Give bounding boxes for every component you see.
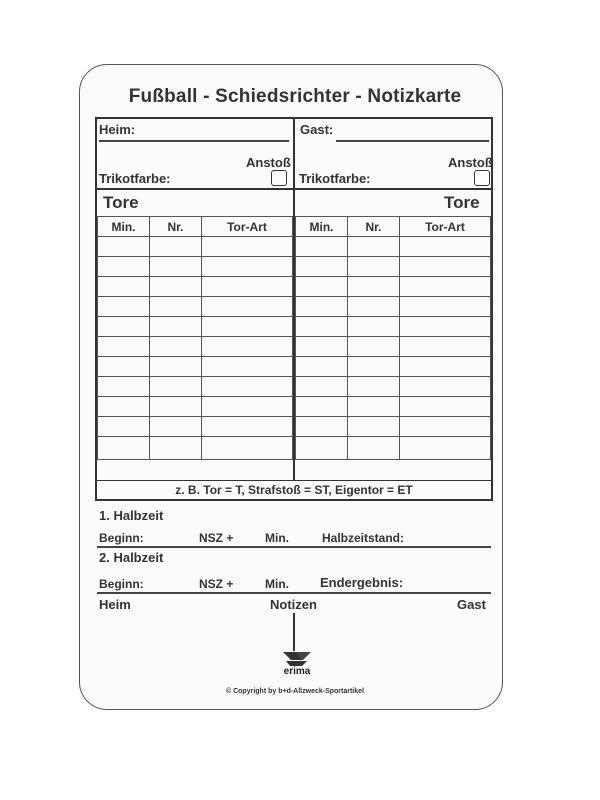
half2-min-label: Min. xyxy=(265,577,289,591)
half2-title: 2. Halbzeit xyxy=(99,550,164,565)
half1-nsz-label: NSZ + xyxy=(199,531,234,545)
notes-divider xyxy=(293,613,295,651)
col-nr: Nr. xyxy=(150,217,202,237)
table-row[interactable] xyxy=(296,377,491,397)
table-row[interactable] xyxy=(98,417,293,437)
half2-score-label: Endergebnis: xyxy=(320,575,404,590)
notes-guest-label: Gast xyxy=(457,597,486,612)
table-row[interactable] xyxy=(296,437,491,460)
table-row[interactable] xyxy=(296,337,491,357)
brand-name: erima xyxy=(283,666,311,677)
home-goals-table xyxy=(97,216,293,460)
table-row[interactable] xyxy=(98,377,293,397)
table-row[interactable] xyxy=(98,437,293,460)
guest-goals-title: Tore xyxy=(444,193,480,212)
table-row[interactable] xyxy=(296,357,491,377)
section-separator xyxy=(97,188,491,190)
table-row[interactable] xyxy=(296,397,491,417)
col-type: Tor-Art xyxy=(202,217,293,237)
guest-jersey-label: Trikotfarbe: xyxy=(299,171,371,186)
col-min: Min. xyxy=(98,217,150,237)
table-row[interactable] xyxy=(296,237,491,257)
table-row[interactable] xyxy=(98,277,293,297)
guest-kickoff-label: Anstoß xyxy=(448,155,493,170)
table-row[interactable] xyxy=(296,317,491,337)
half1-start-label: Beginn: xyxy=(99,531,144,545)
table-row[interactable] xyxy=(98,397,293,417)
guest-name-line[interactable] xyxy=(336,140,489,142)
col-nr: Nr. xyxy=(348,217,400,237)
copyright-text: © Copyright by b+d-Allzweck-Sportartikel xyxy=(226,688,364,695)
card-title: Fußball - Schiedsrichter - Notizkarte xyxy=(128,86,462,107)
table-row[interactable] xyxy=(296,277,491,297)
notes-title: Notizen xyxy=(270,597,317,612)
guest-goals-table xyxy=(295,216,491,460)
col-type: Tor-Art xyxy=(400,217,491,237)
half2-start-label: Beginn: xyxy=(99,577,144,591)
home-kickoff-label: Anstoß xyxy=(246,155,291,170)
half1-line[interactable] xyxy=(97,546,491,548)
notes-home-label: Heim xyxy=(99,597,131,612)
half1-score-label: Halbzeitstand: xyxy=(322,531,405,545)
guest-label: Gast: xyxy=(300,122,334,137)
table-row[interactable] xyxy=(296,257,491,277)
table-row[interactable] xyxy=(98,357,293,377)
table-row[interactable] xyxy=(98,317,293,337)
guest-kickoff-checkbox[interactable] xyxy=(474,170,490,186)
table-row[interactable] xyxy=(98,337,293,357)
table-row[interactable] xyxy=(98,237,293,257)
table-row[interactable] xyxy=(296,297,491,317)
half2-line[interactable] xyxy=(97,592,491,594)
half1-title: 1. Halbzeit xyxy=(99,508,164,523)
table-row[interactable] xyxy=(98,297,293,317)
home-label: Heim: xyxy=(99,122,136,137)
home-kickoff-checkbox[interactable] xyxy=(271,170,287,186)
table-header-row xyxy=(296,217,491,237)
half1-min-label: Min. xyxy=(265,531,289,545)
home-name-line[interactable] xyxy=(99,140,289,142)
table-row[interactable] xyxy=(98,257,293,277)
table-row[interactable] xyxy=(296,417,491,437)
home-goals-title: Tore xyxy=(103,193,139,212)
col-min: Min. xyxy=(296,217,348,237)
half2-nsz-label: NSZ + xyxy=(199,577,234,591)
home-jersey-label: Trikotfarbe: xyxy=(99,171,171,186)
goal-type-legend: z. B. Tor = T, Strafstoß = ST, Eigentor = ET xyxy=(97,480,491,499)
table-header-row xyxy=(98,217,293,237)
